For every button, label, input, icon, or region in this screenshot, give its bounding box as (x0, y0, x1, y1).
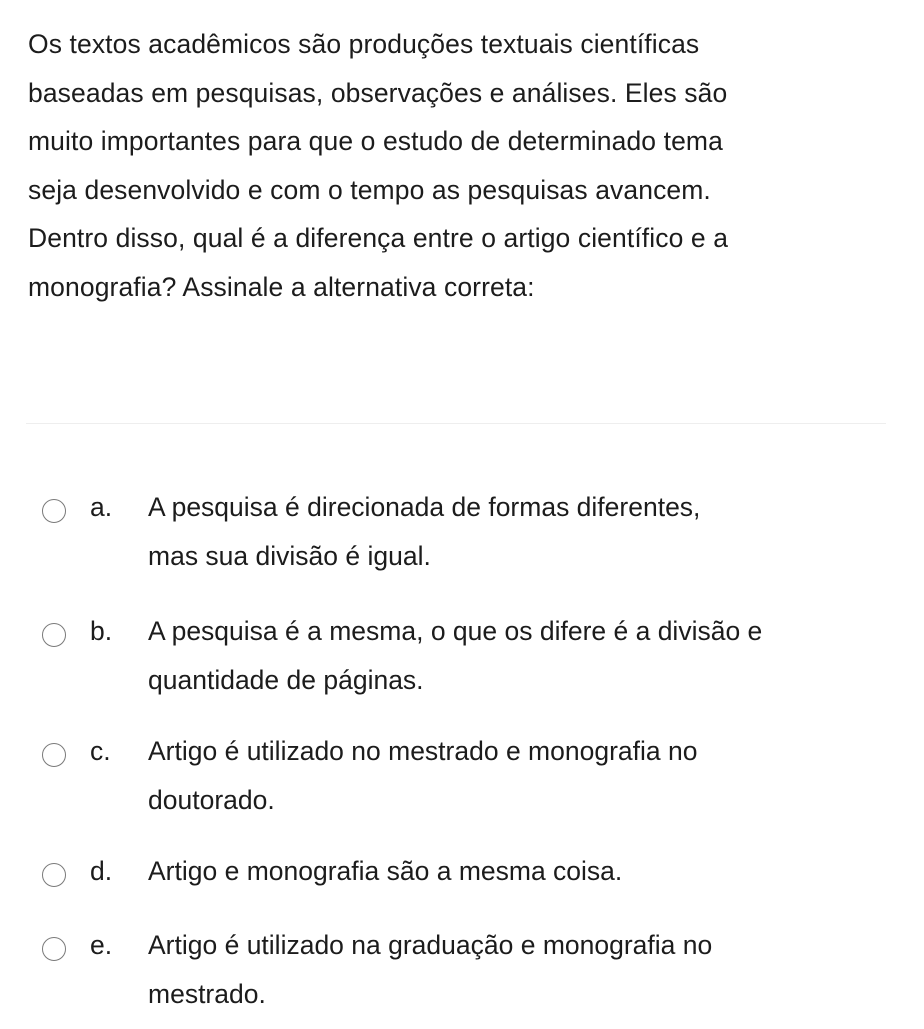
option-a-text[interactable] (148, 483, 918, 580)
option-b-text[interactable] (148, 607, 918, 704)
radio-button-a[interactable] (42, 499, 66, 523)
divider (26, 423, 886, 424)
option-b-line: quantidade de páginas. (148, 664, 424, 695)
option-d-text[interactable] (148, 847, 918, 896)
option-c-letter: c. (90, 736, 111, 766)
option-b-letter: b. (90, 616, 113, 646)
question-line: Dentro disso, qual é a diferença entre o artigo científico e a (28, 223, 729, 254)
radio-button-e[interactable] (42, 937, 66, 961)
option-e-line: mestrado. (148, 978, 266, 1009)
option-a-line: mas sua divisão é igual. (148, 540, 431, 571)
radio-button-c[interactable] (42, 743, 66, 767)
question-line: baseadas em pesquisas, observações e análises. Eles são (28, 77, 728, 108)
option-b-line: A pesquisa é a mesma, o que os difere é a divisão e (148, 616, 763, 646)
question-line: seja desenvolvido e com o tempo as pesquisas avancem. (28, 174, 711, 205)
option-c-line: doutorado. (148, 784, 275, 815)
question-text (28, 20, 898, 312)
question-line: monografia? Assinale a alternativa correta: (28, 271, 535, 302)
option-e-letter: e. (90, 930, 113, 960)
radio-button-d[interactable] (42, 863, 66, 887)
question-line: muito importantes para que o estudo de determinado tema (28, 126, 723, 157)
option-d-letter: d. (90, 856, 113, 886)
question-line: Os textos acadêmicos são produções textuais científicas (28, 29, 700, 59)
radio-button-b[interactable] (42, 623, 66, 647)
option-d-line: Artigo e monografia são a mesma coisa. (148, 856, 623, 886)
option-e-text[interactable] (148, 921, 918, 1018)
option-c-line: Artigo é utilizado no mestrado e monografia no (148, 736, 698, 766)
option-a-letter: a. (90, 492, 113, 522)
option-e-line: Artigo é utilizado na graduação e monografia no (148, 930, 713, 960)
option-a-line: A pesquisa é direcionada de formas diferentes, (148, 492, 701, 522)
option-c-text[interactable] (148, 727, 918, 824)
